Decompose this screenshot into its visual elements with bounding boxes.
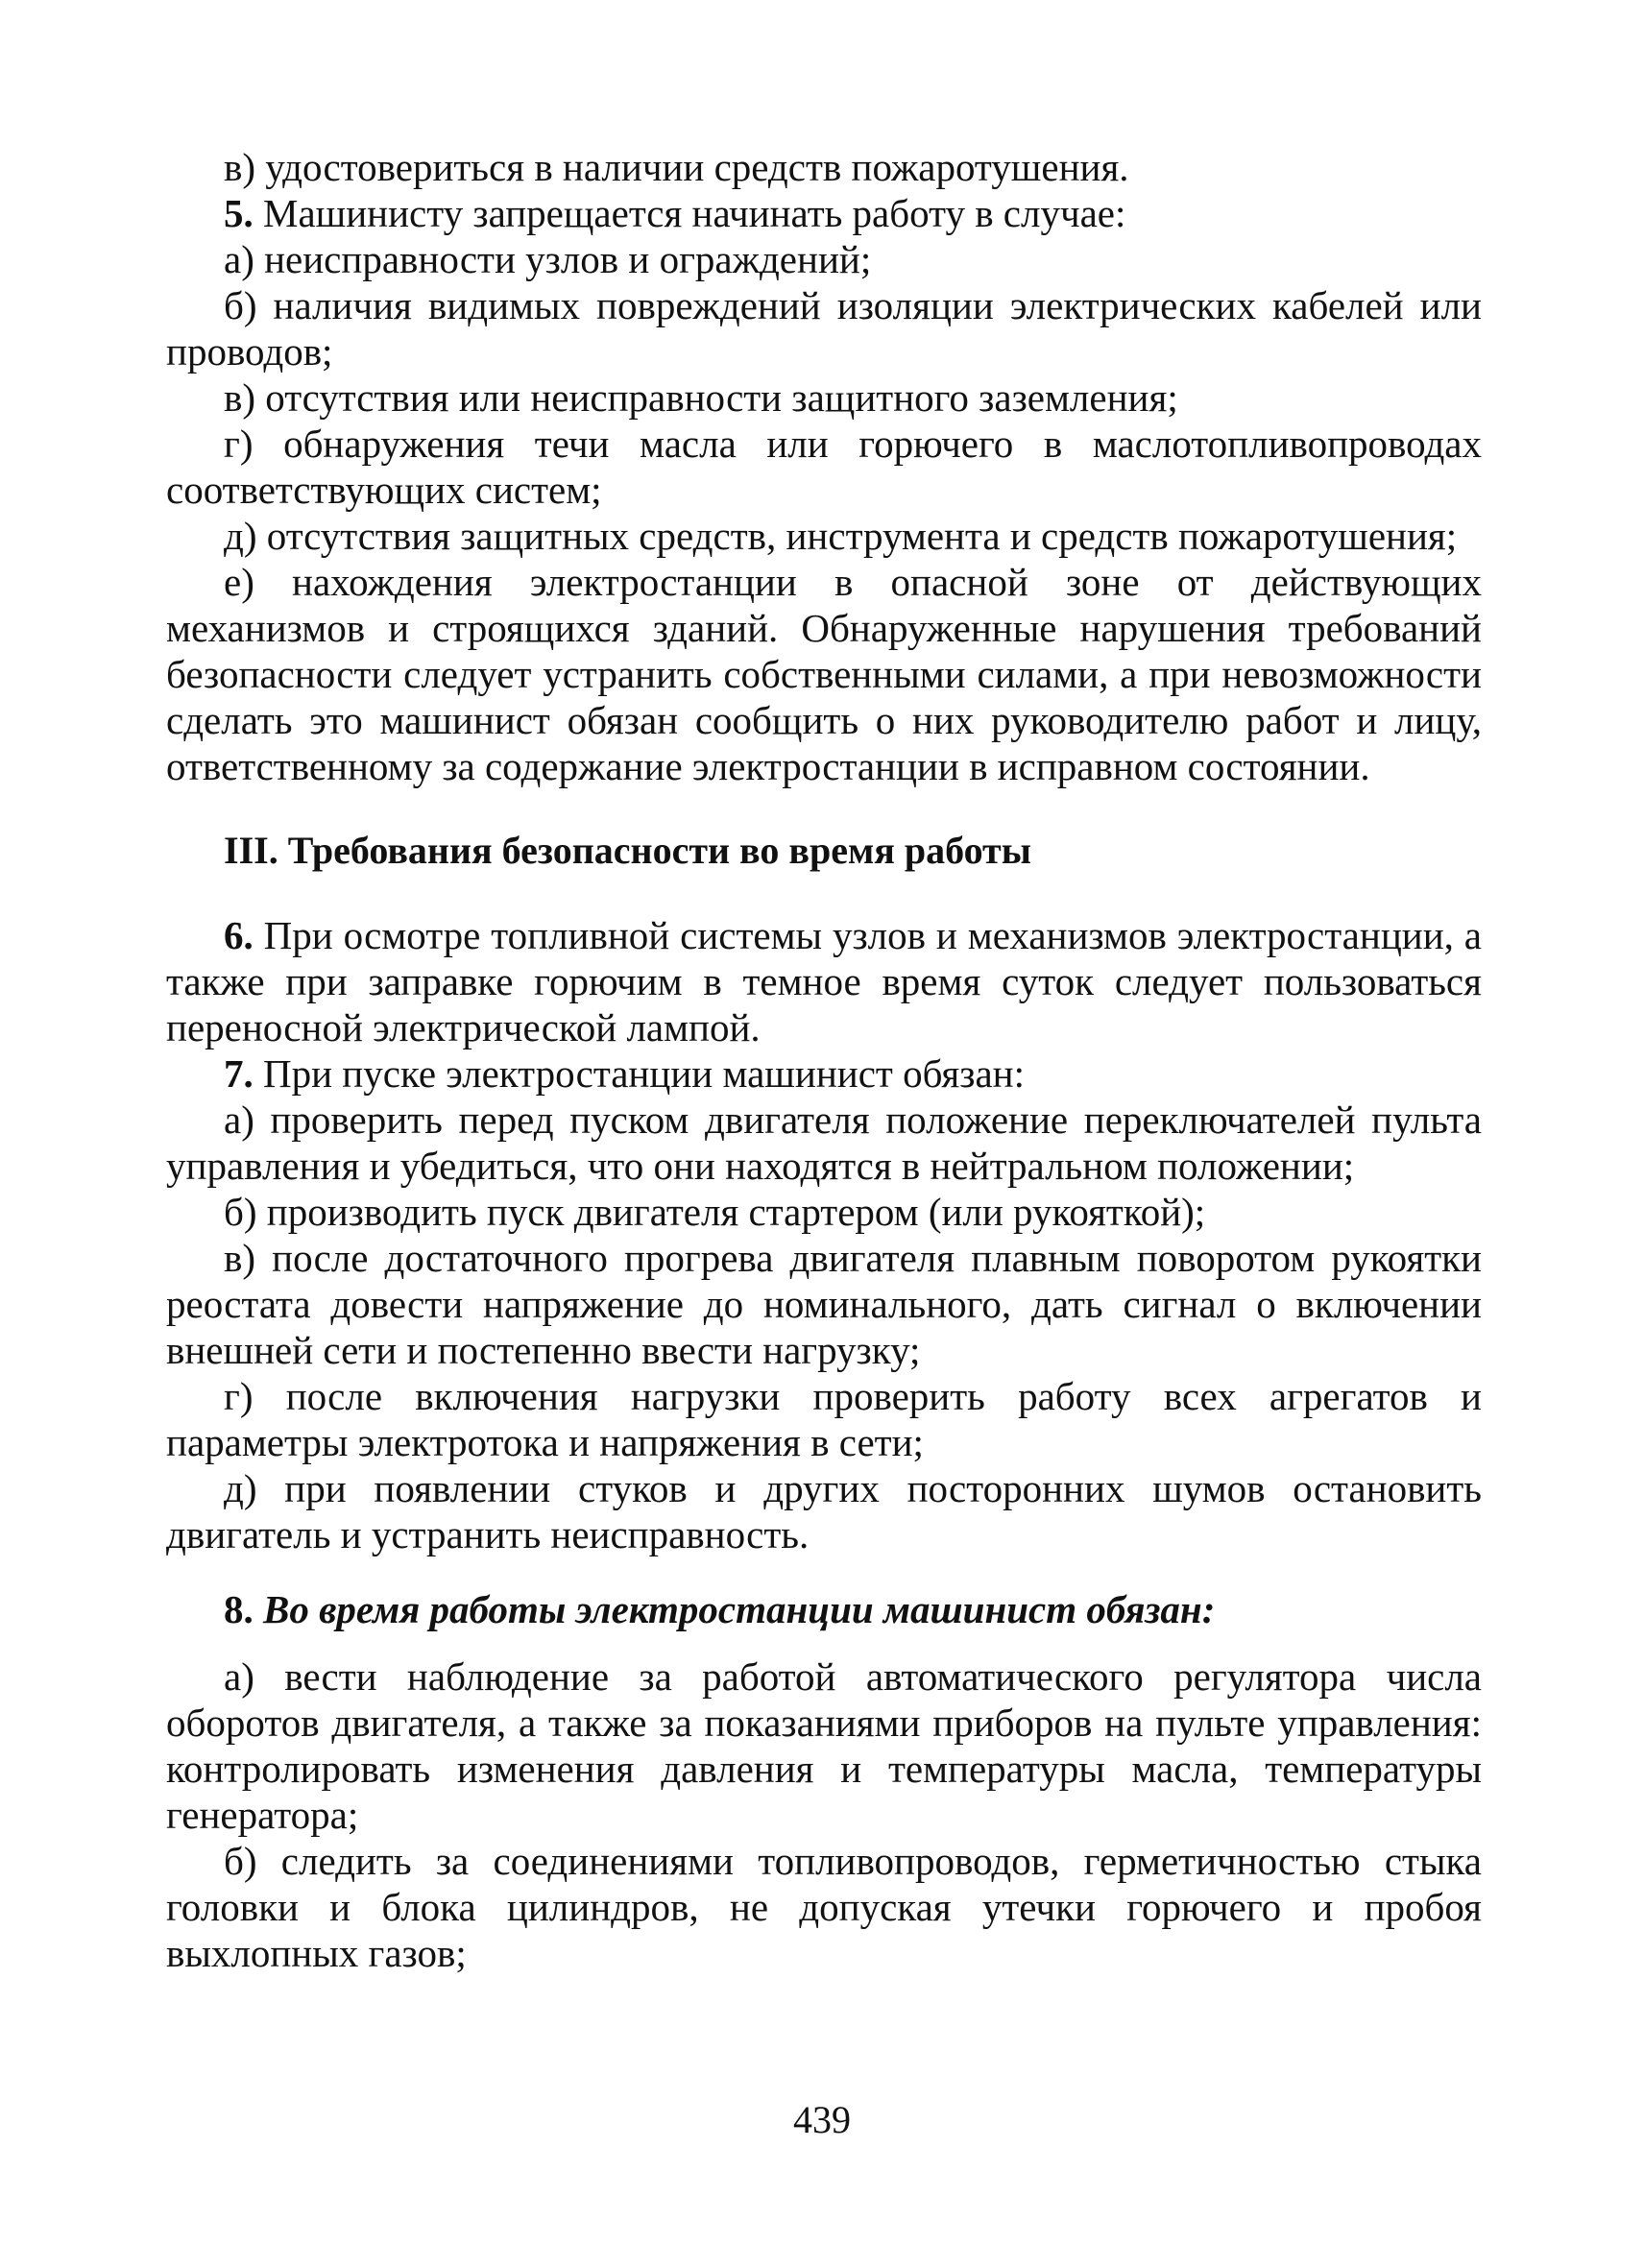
paragraph: в) отсутствия или неисправности защитного заземления;: [224, 375, 1178, 420]
paragraph: а) проверить перед пуском двигателя положение переключателей пульта управления и убедиться, что они находятся в нейтральном положении;: [166, 1098, 1482, 1188]
text-block-top: [166, 144, 1482, 789]
paragraph: в) удостовериться в наличии средств пожаротушения.: [224, 145, 1129, 189]
paragraph: б) наличия видимых повреждений изоляции электрических кабелей или проводов;: [166, 283, 1482, 374]
item-number: 7.: [224, 1051, 254, 1096]
document-page: [166, 144, 1482, 1976]
paragraph: а) вести наблюдение за работой автоматического регулятора числа оборотов двигателя, а также за показаниями приборов на пульте управления: контролировать изменения давления и температуры масла, температуры генератора;: [166, 1654, 1482, 1837]
text-block-middle: [166, 912, 1482, 1557]
subheading: 8. Во время работы электростанции машинист обязан:: [224, 1587, 1216, 1631]
paragraph: а) неисправности узлов и ограждений;: [224, 237, 872, 281]
item-number: 5.: [224, 191, 254, 235]
paragraph: 5. Машинисту запрещается начинать работу в случае:: [224, 191, 1126, 235]
paragraph: д) отсутствия защитных средств, инструмента и средств пожаротушения;: [224, 514, 1458, 558]
paragraph: д) при появлении стуков и других посторонних шумов остановить двигатель и устранить неисправность.: [166, 1466, 1482, 1556]
paragraph: 6. При осмотре топливной системы узлов и механизмов электростанции, а также при заправке горючим в темное время суток следует пользоваться переносной электрической лампой.: [166, 913, 1482, 1050]
item-number: 6.: [224, 913, 254, 957]
paragraph: г) после включения нагрузки проверить работу всех агрегатов и параметры электротока и напряжения в сети;: [166, 1374, 1482, 1464]
paragraph: б) производить пуск двигателя стартером (или рукояткой);: [224, 1190, 1206, 1234]
item-number: 8.: [224, 1587, 254, 1631]
paragraph: 7. При пуске электростанции машинист обязан:: [224, 1051, 1025, 1096]
paragraph: е) нахождения электростанции в опасной зоне от действующих механизмов и строящихся зданий. Обнаруженные нарушения требований безопасности следует устранить собственными силами, а при невозможности сделать это машинист обязан сообщить о них руководителю работ и лицу, ответственному за содержание электростанции в исправном состоянии.: [166, 560, 1482, 788]
text-block-bottom: [166, 1653, 1482, 1976]
page-number: 439: [793, 2098, 851, 2141]
paragraph: г) обнаружения течи масла или горючего в маслотопливопроводах соответствующих систем;: [166, 422, 1482, 512]
section-heading: III. Требования безопасности во время работы: [224, 829, 1031, 872]
paragraph: в) после достаточного прогрева двигателя плавным поворотом рукоятки реостата довести напряжение до номинального, дать сигнал о включении внешней сети и постепенно ввести нагрузку;: [166, 1236, 1482, 1372]
paragraph: б) следить за соединениями топливопроводов, герметичностью стыка головки и блока цилиндров, не допуская утечки горючего и пробоя выхлопных газов;: [166, 1839, 1482, 1975]
